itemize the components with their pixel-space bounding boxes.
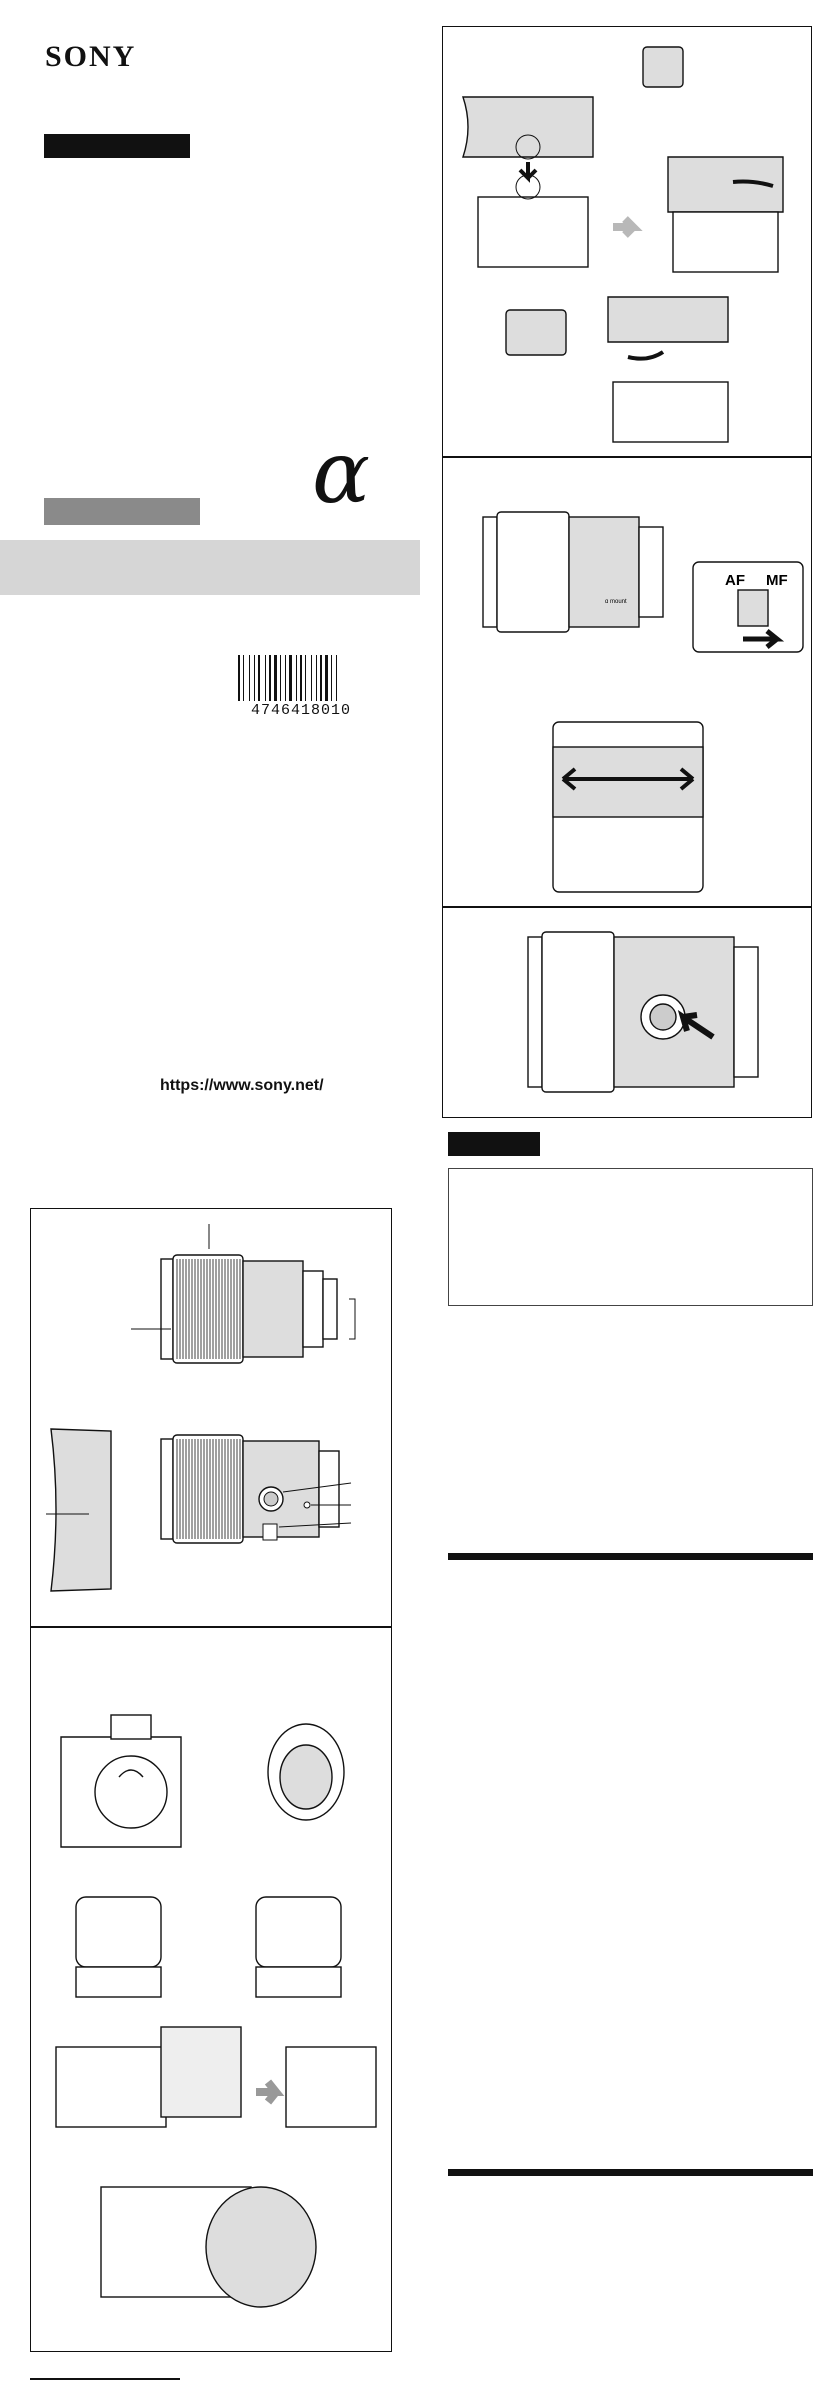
- model-label-bar: [44, 134, 190, 158]
- lens-type-bar: [44, 498, 200, 525]
- website-url[interactable]: https://www.sony.net/: [160, 1077, 324, 1094]
- footer-rule: [30, 2378, 180, 2380]
- focus-hold-panel: [442, 906, 812, 1118]
- mount-label: ɑ mount: [605, 599, 627, 605]
- mf-label: MF: [766, 572, 788, 589]
- sony-logo: SONY: [45, 40, 137, 73]
- note-box: [448, 1168, 813, 1306]
- focus-mode-diagram: [443, 457, 813, 909]
- mounting-figure-panel: [30, 1626, 392, 2352]
- alpha-logo: α: [312, 423, 371, 523]
- title-band: [0, 540, 420, 595]
- mounting-diagram: [31, 1627, 393, 2353]
- section-rule-2: [448, 2169, 813, 2176]
- note-title-bar: [448, 1132, 540, 1156]
- barcode-number: 4746418010: [250, 702, 351, 719]
- af-label: AF: [725, 572, 745, 589]
- hood-attach-panel: [442, 26, 812, 458]
- focus-mode-panel: [442, 456, 812, 908]
- barcode: [236, 655, 366, 701]
- section-rule-1: [448, 1553, 813, 1560]
- focus-hold-diagram: [443, 907, 813, 1119]
- hood-attach-diagram: [443, 27, 813, 459]
- parts-figure-panel: [30, 1208, 392, 1628]
- parts-diagram: [31, 1209, 393, 1629]
